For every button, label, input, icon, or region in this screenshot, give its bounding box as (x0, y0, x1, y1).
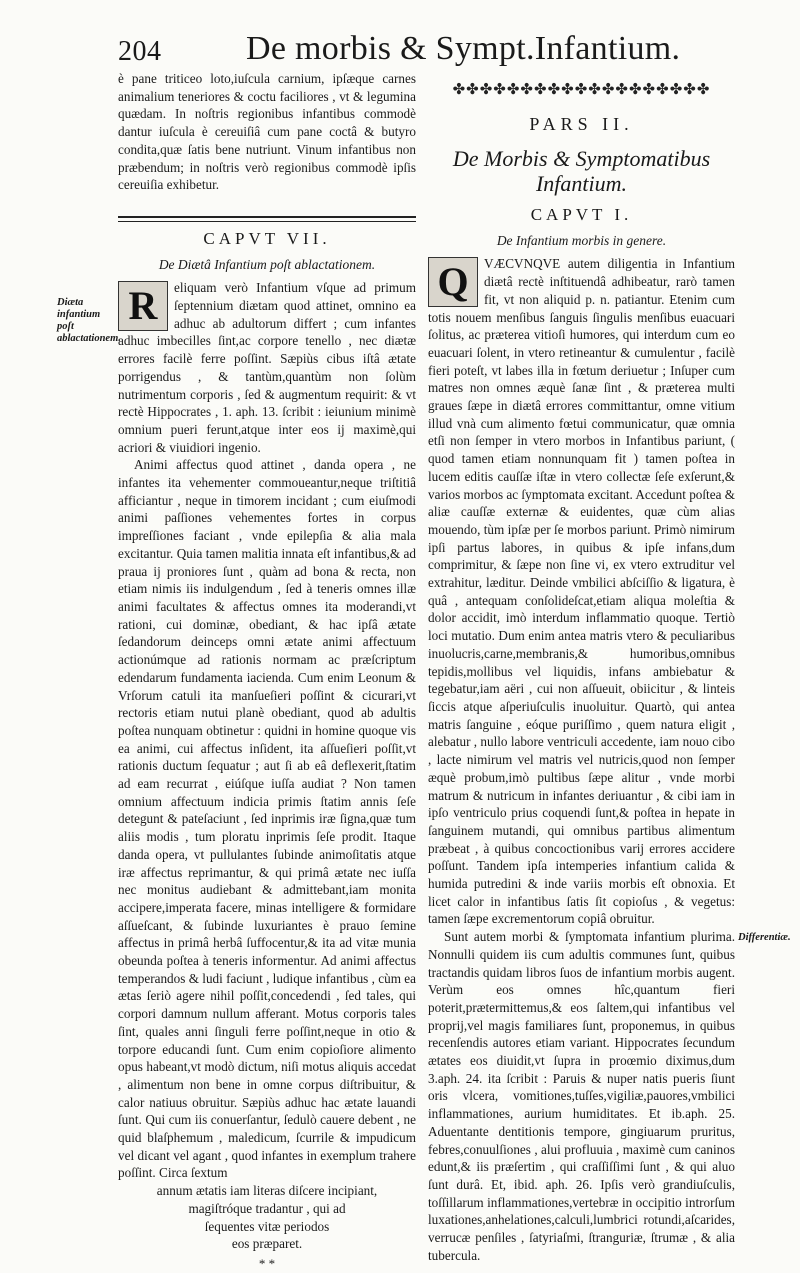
ornament-band: ✤✤✤✤✤✤✤✤✤✤✤✤✤✤✤✤✤✤✤ (452, 82, 711, 98)
chapter-7-title: CAPVT VII. (203, 228, 331, 248)
chapter-1-subtitle: De Infantium morbis in genere. (496, 232, 667, 248)
chapter-1-para-1 (428, 255, 735, 928)
chapter-7-para-1-text: eliquam verò Infantium vſque ad primum ſeptennium diætam quod attinet, omnino ea adhuc ab adultorum differt ; cum infantes adhuc imbecilles ſint,ac corpore tenello , nec diætæ errores facilè ferre poſſint. Sæpiùs cibus iſtâ ætate porrigendus , & tantùm,quantùm non ſolùm nutrimentum corporis , ſed & augmentum requirit: & vt rectè Hippocrates , 1. aph. 13. ſcribit : ieiunium minimè omnium pueri ferunt,atque inter eos ij maximè,qui acriori & viuidiori ingenio. (118, 280, 416, 455)
fleuron-icon: * * (258, 1256, 276, 1271)
page-number: 204 (118, 36, 162, 67)
chapter-divider (118, 216, 416, 222)
right-column (428, 148, 735, 1264)
ending-line-1: annum ætatis iam literas diſcere incipiant, (156, 1183, 378, 1199)
margin-note-diet: Diæta infantium poſt ablactationem. (57, 297, 121, 344)
chapter-7-ending (118, 1182, 416, 1253)
chapter-1-title: CAPVT I. (530, 205, 633, 224)
part-title-line-2: Infantium. (535, 171, 628, 196)
ending-line-4: eos præparet. (231, 1236, 303, 1252)
ending-line-2: magiſtróque tradantur , qui ad (188, 1200, 346, 1216)
chapter-7-para-1 (118, 279, 416, 456)
left-column (118, 70, 416, 1273)
margin-note-differentiae: Differentiæ. (738, 932, 791, 943)
dropcap-q: Q (428, 257, 478, 307)
chapter-7-para-2: Animi affectus quod attinet , danda opera , ne infantes ita vehementer commoueantur,neque triſtitiâ afficiantur , neque in timorem incidant ; cum eiuſmodi animi paſſiones vehementes fortes in corpus impreſſiones faciant , vnde epilepſia & alia mala excitantur. Quia tamen malitia innata eſt infantibus,& ad praua ij proniores ſunt , quàm ad bona & recta, non etiam nimis iis indulgendum , ſed à teneris omnes illæ animi facultates & affectus omnes ita moderandi,vt rationi, cui dominæ, obediant, & hac ipſâ ætate ſedandorum deinceps omni ætate animi affectuum actionúmque ad rationis normam ac præſcriptum edendarum fundamenta iacienda. Cum enim Leonum & Vrſorum catuli ita manſueſieri poſſint & cicurari,vt rectoris etiam nutui planè obediant, quod ab adultis poſtea nunquam obtinetur : quidni in homine quoque vis ea animi, cui affectus inſident, ita aſſueſieri poſſit,vt rationis ductum ſequatur ; aut ſi ab eâ deflexerit,ſtatim ad eam recurrat , eiúſque iuſſa audiat ? Non tamen omnium affectuum indicia primis ſtatim annis ſeſe detegunt & pateſaciunt , ſed inprimis iræ ſigna,quæ tum aliis modis , tum ploratu inprimis ſeſe prodit. Itaque danda opera, vt pullulantes ſubinde animoſitatis atque iræ affectus reprimantur, & qui primâ ætate nec iuſſa nec monitus audiebant & admittebant,iam monita accipere,imperata facere, minas intelligere & formidare aſſueſcant, & ſubinde luxuriantes è prauo ſemine affectus in primâ herbâ ſuffocentur,& ita ad vitæ munia obeunda poſtea à teneris informentur. Ad animi affectus temperandos & ludi faciunt , ludique infantibus , cùm ea ætas ſeriò agere nihil poſſit,concedendi , ſed tales, qui corpori damnum nullum afferant. Motus corporis tales ſint, quales anni ſinguli ferre poſſint,neque in otio & torpore educandi ſunt. Cum enim copioſiore alimento opus habeant,vt modò dictum, niſi motus aliquis accedat , alimentum non bene in omne corpus diſtribuitur, & calor natiuus obruitur. Sæpiùs adhuc hac ætate lauandi ſunt. Qui cum iis conuerſantur, ſedulò cauere debent , ne quid blaſphemum , maledicum, ſcurrile & impudicum vel dicant vel agant , quod infantes in exemplum trahere poſſint. Circa ſextum (118, 457, 416, 1181)
chapter-1-para-2: Sunt autem morbi & ſymptomata infantium plurima. Nonnulli quidem iis cum adultis communes ſunt, quibus tractandis quidam libros ſuos de infantium morbis augent. Verùm eos omnes hîc,quantum fieri poterit,prætermittemus,& eos ſaltem,qui infantibus vel proprij,vel magis familiares ſunt, proponemus, in quibus recenſendis autores etiam variant. Hippocrates ſecundum ætates eos diuidit,vt ſupra in proœmio diximus,dum 3.aph. 24. ita ſcribit : Paruis & nuper natis pueris ſiunt oris vlcera, vomitiones,tuſſes,vigiliæ,pauores,vmbilici inflammationes, aurium humiditates. Et ib.aph. 25. Aduentante dentitionis tempore, gingiuarum pruritus, febres,conuulſiones , alui profluuia , maximè cum caninos edunt,& iis præſertim , qui craſſiſſimi ſunt , & qui aluo ſunt durâ. Et, ibid. aph. 26. Ipſis verò grandiuſculis, toſſillarum inflammationes,vertebræ in occipitio introrſum luxationes,anhelationes,calculi,lumbrici rotundi,aſcarides, verrucæ penſiles , ſatyriaſmi, ſtranguriæ, ſtrumæ , & alia tubercula. (428, 929, 735, 1263)
ending-line-3: ſequentes vitæ periodos (204, 1218, 330, 1234)
chapter-7-subtitle: De Diætâ Infantium poſt ablactationem. (158, 256, 376, 272)
dropcap-r: R (118, 281, 168, 331)
chapter-1-para-1-text: VÆCVNQVE autem diligentia in Infantium diætâ rectè inſtituendâ adhibeatur, rarò tamen fit, vt non aliquid p. n. patiantur. Etenim cum totis nouem menſibus ſanguis ſingulis menſibus euacuari ſolitus, ac præterea vitioſi humores, qui interdum cum eo euacuari ſolent, in vtero retineantur & cumulentur , facilè fieri poteſt, vt labes illa in fœtum deriuetur ; Inſuper cum matres non omnes æquè ſanæ ſint , & præterea multi graues ſæpe in diætâ errores committantur, omne vitium illud vnà cum alimento fœtui communicatur, quæ omnia etſi non ſemper in vtero morbos in Infantibus pariunt, ( quod tamen etiam nonnunquam fit ) tamen poſtea in lucem editis cauſſæ iſtæ in vtero collectæ ſeſe exſerunt,& varios morbos ac ſymptomata excitant. Accedunt poſtea & aliæ cauſſæ externæ & euidentes, quæ cùm alias mouendo, tùm ipſæ per ſe morbos pariunt. Primò nimirum ipſi partus labores, in quibus & ipſe infans,dum comprimitur, & ſæpe non ſine vi, ex vtero extruditur vel extrahitur, læditur. Deinde vmbilici abſciſſio & ligatura, è quâ , antequam conſolideſcat,etiam aliqua moleſtia & dolor accidit, imò interdum inflammatio quoque. Tertiò loci mutatio. Dum enim antea matris vtero & peculiaribus inuolucris,carne,membranis,& humoribus,omnibus tepidis,mollibus vel liquidis, infans ambiebatur & tegebatur,iam aëri , cui non aſſueuit, obiicitur , & linteis ſiccis atque aſperiuſculis inuoluitur. Quartò, qui antea matris ſanguine , eóque puriſſimo , quem natura eligit , alebatur , nullo labore ventriculi accedente, iam nouo cibo , lacte nimirum vel matris vel nutricis,quod non ſemper æquè probum,imò pultibus ſæpe alitur , vnde morbi matrum & nutricum in infantes deriuantur , & cibi iam in ipſo ventriculo prius coquendi ſunt,& poſtea in hepate in ſanguinem mutandi, qui omnibus partibus alimentum præbeat , à quibus concoctionibus varij errores accidere poſſunt. Tandem ipſa intemperies infantium calida & humida putredini & inde variis morbis eſt obnoxia. Et licet calor in infantibus ſatis ſit copioſus , & vegetus: tamen ſæpe excrementorum copiâ obruitur. (428, 256, 735, 927)
pars-heading: PARS II. (529, 114, 634, 134)
running-title: De morbis & Sympt.Infantium. (246, 30, 681, 67)
part-title-line-1: De Morbis & Symptomatibus (452, 146, 711, 171)
left-intro-paragraph: è pane triticeo loto,iuſcula carnium, ipſæque carnes animalium teneriores & coctu faciliores , vt & legumina quædam. In noſtris regionibus infantibus commodè dantur iuſcula è cereuiſiâ cum pane coctâ & butyro condita,quæ ſatis bene nutriunt. Vinum infantibus non præbendum; in noſtris verò regionibus commodè ipſis cereuiſia exhibetur. (118, 71, 416, 193)
